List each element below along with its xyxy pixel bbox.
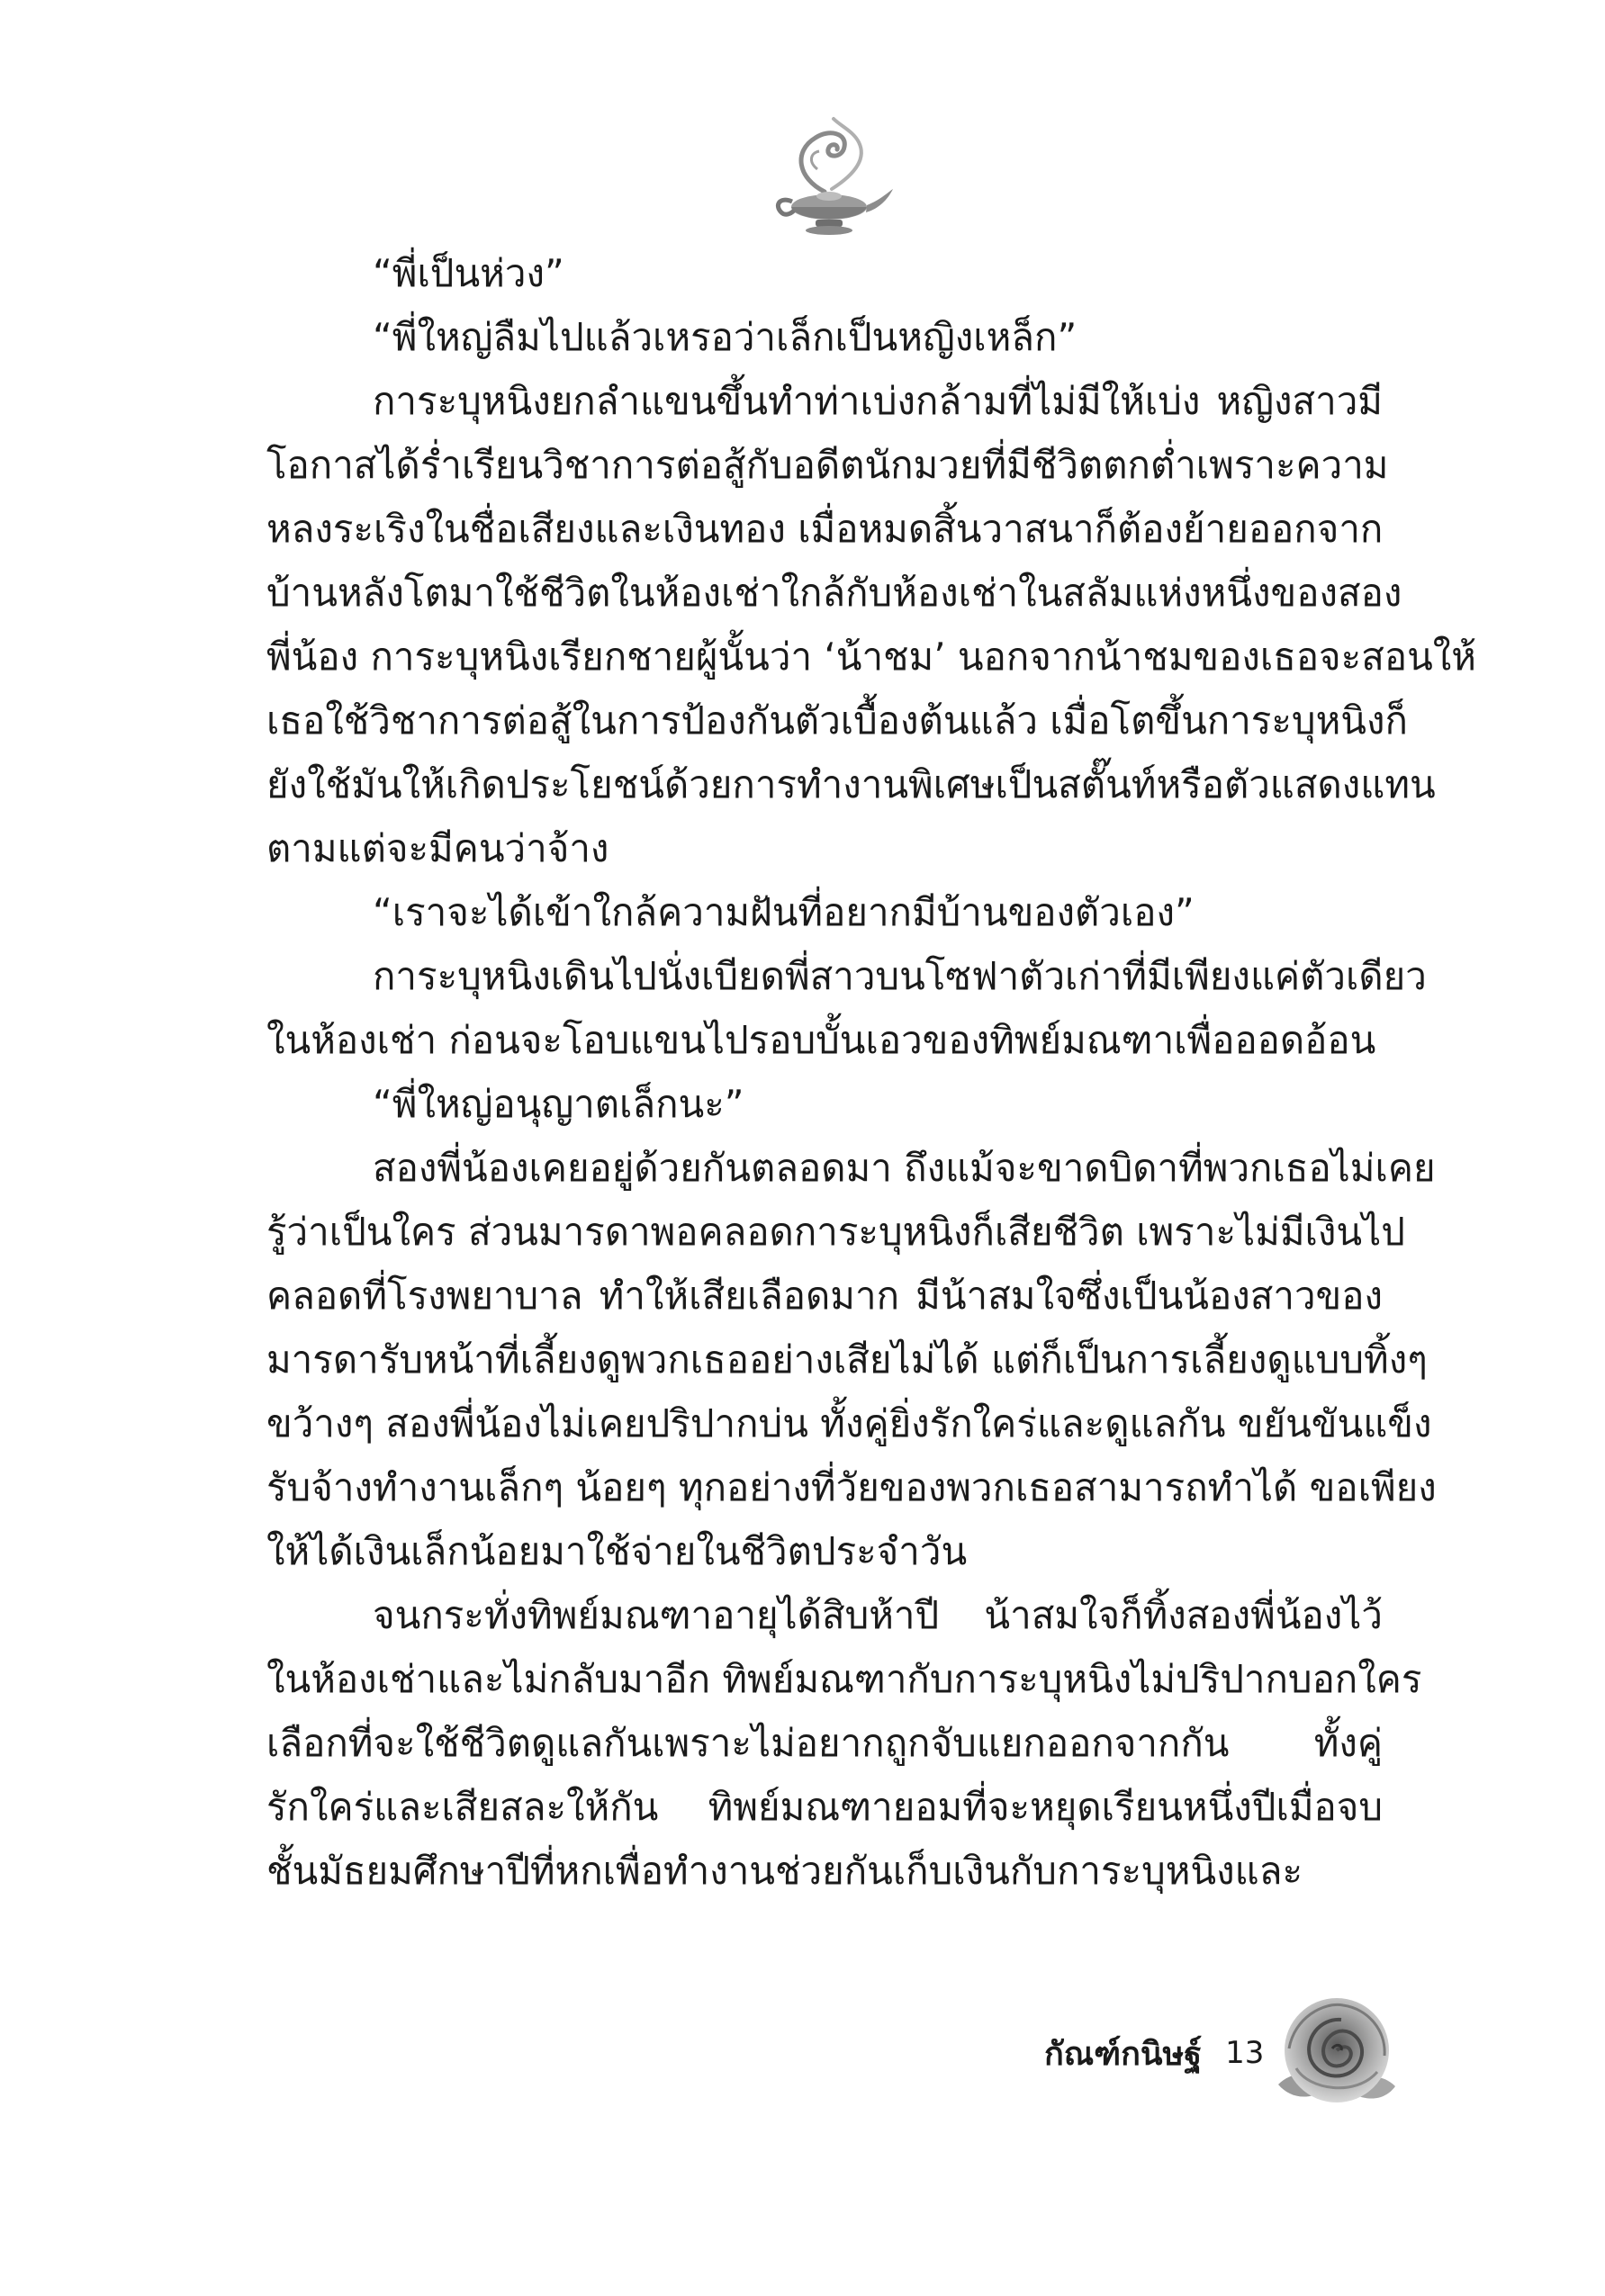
text-line: ยังใช้มันให้เกิดประโยชน์ด้วยการทำงานพิเศษเป็นสตั๊นท์หรือตัวแสดงแทน [266, 762, 1436, 806]
text-line: ชั้นมัธยมศึกษาปีที่หกเพื่อทำงานช่วยกันเก็บเงินกับการะบุหนิงและ [266, 1849, 1303, 1893]
text-line: การะบุหนิงเดินไปนั่งเบียดพี่สาวบนโซฟาตัวเก่าที่มีเพียงแค่ตัวเดียว [373, 954, 1427, 998]
text-line: มารดารับหน้าที่เลี้ยงดูพวกเธออย่างเสียไม่ได้ แต่ก็เป็นการเลี้ยงดูแบบทิ้งๆ [266, 1337, 1428, 1382]
text-line: ในห้องเช่าและไม่กลับมาอีก ทิพย์มณฑากับการะบุหนิงไม่ปริปากบอกใคร [266, 1657, 1422, 1701]
text-line: รับจ้างทำงานเล็กๆ น้อยๆ ทุกอย่างที่วัยของพวกเธอสามารถทำได้ ขอเพียง [266, 1465, 1437, 1509]
text-line: หลงระเริงในชื่อเสียงและเงินทอง เมื่อหมดสิ้นวาสนาก็ต้องย้ายออกจาก [266, 507, 1384, 551]
page-footer [1044, 2021, 1264, 2084]
text-line: เธอใช้วิชาการต่อสู้ในการป้องกันตัวเบื้องต้นแล้ว เมื่อโตขึ้นการะบุหนิงก็ [266, 698, 1408, 743]
text-line: ให้ได้เงินเล็กน้อยมาใช้จ่ายในชีวิตประจำวัน [266, 1529, 968, 1573]
text-line: ตามแต่จะมีคนว่าจ้าง [266, 826, 609, 870]
book-title: กัณฑ์กนิษฐ์ [1044, 2035, 1203, 2073]
text-line: คลอดที่โรงพยาบาล ทำให้เสียเลือดมาก มีน้าสมใจซึ่งเป็นน้องสาวของ [266, 1274, 1383, 1318]
text-line: ในห้องเช่า ก่อนจะโอบแขนไปรอบบั้นเอวของทิพย์มณฑาเพื่อออดอ้อน [266, 1018, 1376, 1062]
text-line: ขว้างๆ สองพี่น้องไม่เคยปริปากบ่น ทั้งคู่ยิ่งรักใคร่และดูแลกัน ขยันขันแข็ง [266, 1401, 1432, 1445]
text-line: จนกระทั่งทิพย์มณฑาอายุได้สิบห้าปี น้าสมใจก็ทิ้งสองพี่น้องไว้ [373, 1593, 1383, 1637]
text-line: “พี่เป็นห่วง” [373, 251, 564, 295]
text-line: “พี่ใหญ่อนุญาตเล็กนะ” [373, 1082, 744, 1126]
text-line: โอกาสได้ร่ำเรียนวิชาการต่อสู้กับอดีตนักมวยที่มีชีวิตตกต่ำเพราะความ [266, 443, 1389, 487]
page-number: 13 [1225, 2035, 1265, 2071]
text-line: รักใคร่และเสียสละให้กัน ทิพย์มณฑายอมที่จะหยุดเรียนหนึ่งปีเมื่อจบ [266, 1785, 1383, 1829]
text-line: เลือกที่จะใช้ชีวิตดูแลกันเพราะไม่อยากถูกจับแยกออกจากกัน ทั้งคู่ [266, 1721, 1383, 1765]
rose-icon [1269, 1985, 1404, 2120]
text-line: “พี่ใหญ่ลืมไปแล้วเหรอว่าเล็กเป็นหญิงเหล็ก” [373, 315, 1078, 359]
text-line: การะบุหนิงยกลำแขนขึ้นทำท่าเบ่งกล้ามที่ไม่มีให้เบ่ง หญิงสาวมี [373, 379, 1383, 423]
text-line: บ้านหลังโตมาใช้ชีวิตในห้องเช่าใกล้กับห้องเช่าในสลัมแห่งหนึ่งของสอง [266, 571, 1402, 615]
body-text [266, 241, 1476, 1903]
text-line: รู้ว่าเป็นใคร ส่วนมารดาพอคลอดการะบุหนิงก็เสียชีวิต เพราะไม่มีเงินไป [266, 1210, 1405, 1254]
text-line: พี่น้อง การะบุหนิงเรียกชายผู้นั้นว่า ‘น้าชม’ นอกจากน้าชมของเธอจะสอนให้ [266, 635, 1476, 679]
lamp-ornament-icon [762, 106, 897, 241]
text-line: “เราจะได้เข้าใกล้ความฝันที่อยากมีบ้านของตัวเอง” [373, 890, 1195, 934]
text-line: สองพี่น้องเคยอยู่ด้วยกันตลอดมา ถึงแม้จะขาดบิดาที่พวกเธอไม่เคย [373, 1146, 1436, 1190]
